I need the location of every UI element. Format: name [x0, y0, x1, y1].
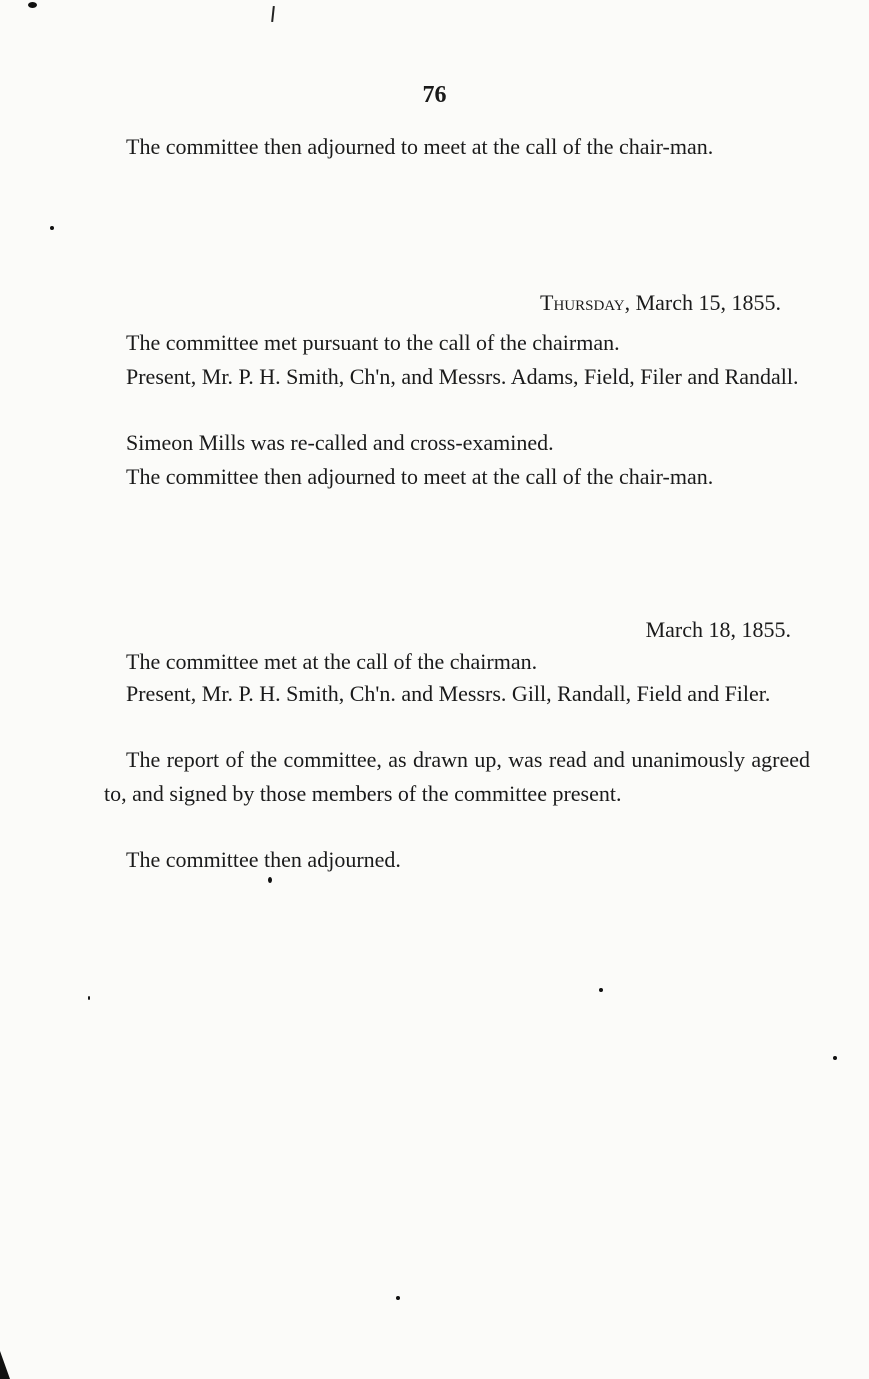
date-rest: , March 15, 1855.: [624, 290, 781, 315]
paragraph-adjourned-final: The committee then adjourned.: [126, 847, 401, 872]
scan-corner-mark: [0, 1351, 10, 1379]
date-heading-march-15: [540, 286, 781, 320]
page-number: 76: [422, 82, 447, 108]
scan-speck: [396, 1296, 400, 1300]
scan-speck: [88, 996, 90, 1000]
paragraph-report: The report of the committee, as drawn up, was read and unanimously agreed to, and signed by those members of the committee present.: [104, 747, 810, 806]
scan-speck: [50, 226, 54, 230]
paragraph-met-pursuant: The committee met pursuant to the call of the chairman.: [126, 330, 620, 355]
scan-stroke: [271, 6, 275, 22]
paragraph-met-call: The committee met at the call of the chairman.: [126, 649, 538, 674]
date-heading-march-18: March 18, 1855.: [645, 617, 791, 642]
scan-speck: [833, 1056, 837, 1060]
scan-speck: [268, 877, 272, 883]
paragraph-adjourned-2: The committee then adjourned to meet at the call of the chair-man.: [126, 464, 714, 489]
paragraph-present-2: Present, Mr. P. H. Smith, Ch'n. and Messrs. Gill, Randall, Field and Filer.: [126, 681, 771, 706]
date-weekday: Thursday: [540, 290, 625, 315]
paragraph-adjourned-1: The committee then adjourned to meet at the call of the chair-man.: [126, 134, 714, 159]
scan-speck: [28, 2, 37, 8]
paragraph-simeon-mills: Simeon Mills was re-called and cross-examined.: [126, 430, 554, 455]
paragraph-present-1: Present, Mr. P. H. Smith, Ch'n, and Messrs. Adams, Field, Filer and Randall.: [126, 364, 799, 389]
scan-speck: [599, 988, 603, 992]
